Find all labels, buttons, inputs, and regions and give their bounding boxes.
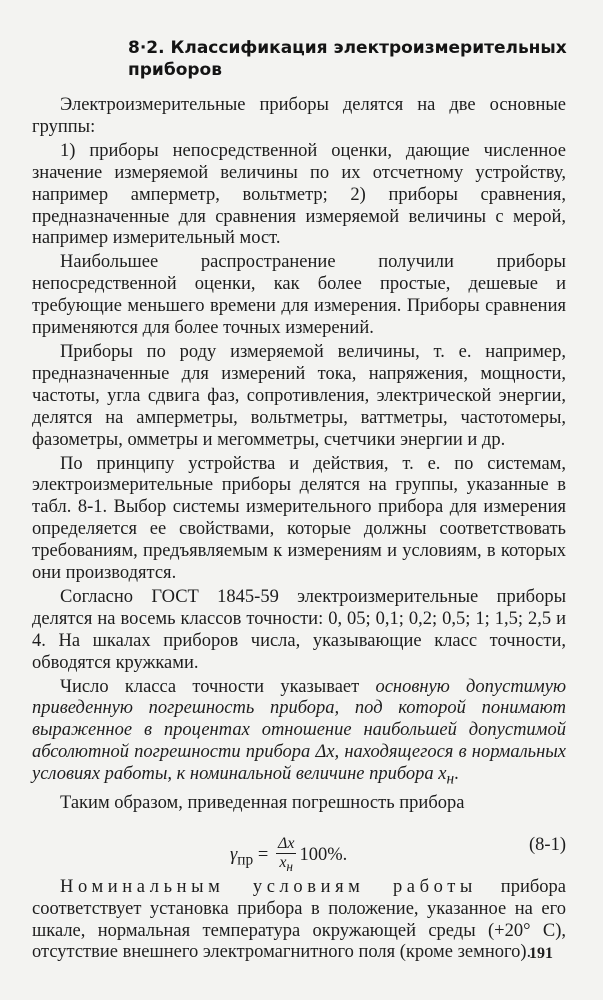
paragraph-intro: Электроизмерительные приборы делятся на две основные группы:: [32, 95, 566, 137]
paragraph-accuracy-definition: Число класса точности указывает основную допустимую приведенную погрешность прибора, под которой понимают выраженное в процентах отношение наибольшей допустимой абсолютной погрешности прибора Δx, находящегося в нормальных условиях работы, к номинальной величине прибора $x_н$.: [32, 676, 566, 788]
paragraph-measured-quantity: Приборы по роду измеряемой величины, т. е. например, предназначенные для измерений тока, напряжения, мощности, частоты, угла сдвига фаз, сопротивления, электрической энергии, делятся на амперметры, вольтметры, ваттметры, частотомеры, фазометры, омметры и мегомметры, счетчики энергии и др.: [32, 341, 566, 450]
formula-8-1: [32, 821, 566, 873]
formula-expression: $\gamma_{пр}$ = $\frac{\Delta x}{x_н}$ 100%.: [230, 834, 348, 874]
page-number: 191: [529, 945, 553, 962]
accuracy-definition-italic: основную допустимую приведенную погрешность прибора, под которой понимают выраженное в процентах отношение наибольшей допустимой абсолютной погрешности прибора Δx, находящегося в нормальных условиях работы, к номинальной величине прибора $x_н$: [32, 676, 566, 788]
section-heading-line-2: приборов: [128, 60, 222, 80]
paragraph-groups: 1) приборы непосредственной оценки, дающие численное значение измеряемой величины по их отсчетному устройству, например амперметр, вольтметр; 2) приборы сравнения, предназначенные для сравнения измеряемой величины с мерой, например измерительный мост.: [32, 140, 566, 249]
accuracy-lead: Число класса точности указывает: [60, 676, 376, 697]
paragraph-direct-reading: Наибольшее распространение получили приборы непосредственной оценки, как более простые, дешевые и требующие меньшего времени для измерения. Приборы сравнения применяются для более точных измерений.: [32, 252, 566, 339]
body-text: [32, 95, 566, 964]
section-heading: [128, 37, 568, 81]
paragraph-operating-principle: По принципу устройства и действия, т. е. по системам, электроизмерительные приборы делятся на группы, указанные в табл. 8-1. Выбор системы измерительного прибора для измерения определяется ее свойствами, которые должны соответствовать требованиям, предъявляемым к измерениям и условиям, в которых они производятся.: [32, 453, 566, 584]
paragraph-accuracy-classes: Согласно ГОСТ 1845-59 электроизмерительные приборы делятся на восемь классов точности: 0, 05; 0,1; 0,2; 0,5; 1; 1,5; 2,5 и 4. На шкалах приборов числа, указывающие класс точности, обводятся кружками.: [32, 586, 566, 673]
equation-number: (8-1): [529, 834, 566, 855]
section-heading-line-1: 8·2. Классификация электроизмерительных: [128, 38, 567, 58]
spaced-emphasis: Номинальным условиям работы: [60, 876, 477, 897]
paragraph-formula-intro: Таким образом, приведенная погрешность прибора: [60, 792, 465, 813]
formula-fraction: $\frac{\Delta x}{x_н}$: [277, 834, 295, 874]
paragraph-nominal-conditions: Номинальным условиям работы прибора соответствует установка прибора в положение, указанное на его шкале, нормальная температура окружающей среды (+20° С), отсутствие внешнего электромагнитного поля (кроме земного).: [32, 876, 566, 963]
